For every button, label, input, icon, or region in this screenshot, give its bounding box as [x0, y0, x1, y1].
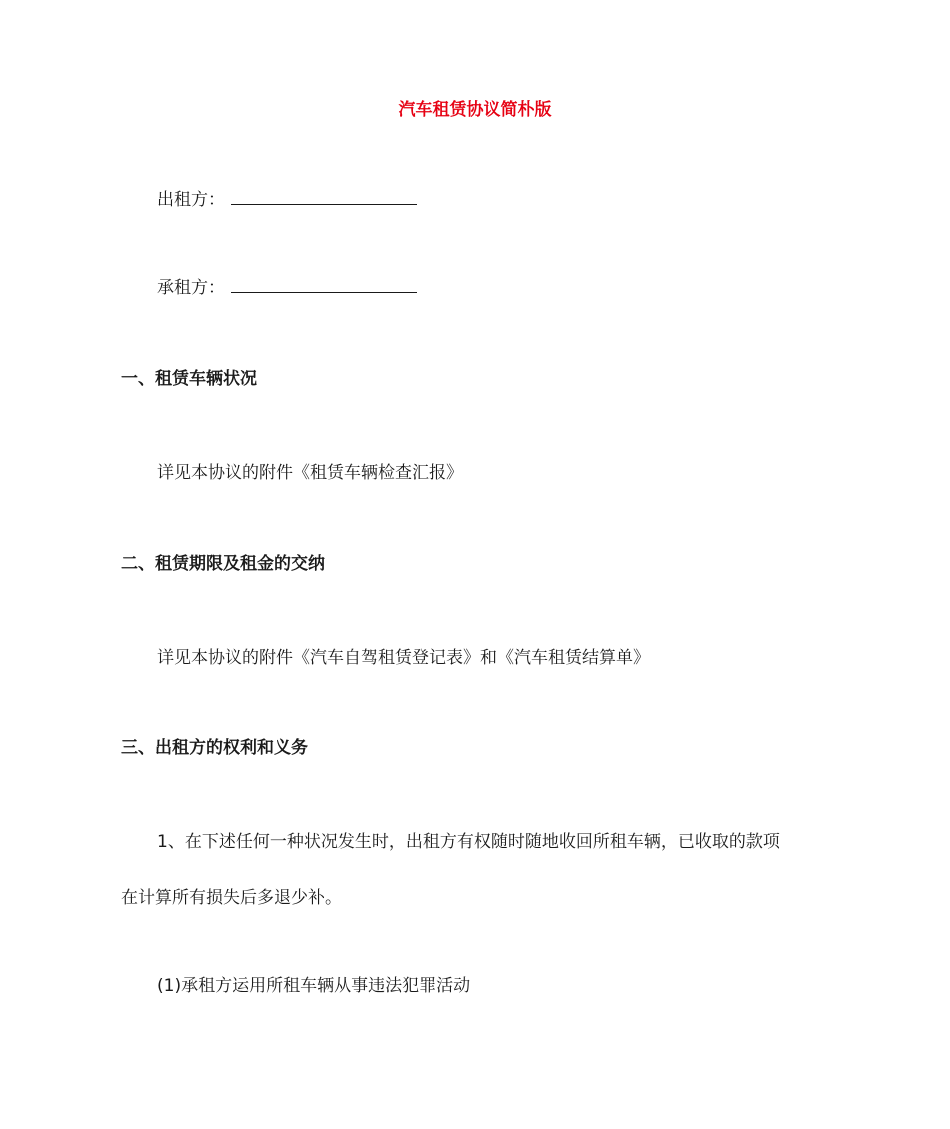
lessee-line: [157, 276, 417, 300]
lessor-label: 出租方：: [157, 190, 225, 210]
document-title: 汽车租赁协议简朴版: [398, 100, 552, 120]
lessee-blank: [231, 276, 417, 293]
section-3-heading: 三、出租方的权利和义务: [121, 738, 308, 758]
section-3-subitem-1: (1)承租方运用所租车辆从事违法犯罪活动: [157, 976, 471, 996]
lessor-blank: [231, 188, 417, 205]
lessee-label: 承租方：: [157, 278, 225, 298]
lessor-line: [157, 188, 417, 212]
section-2-heading: 二、租赁期限及租金的交纳: [121, 554, 325, 574]
section-1-heading: 一、租赁车辆状况: [121, 369, 257, 389]
section-1-body: 详见本协议的附件《租赁车辆检查汇报》: [157, 463, 463, 483]
section-3-item-1-line-2: 在计算所有损失后多退少补。: [121, 888, 342, 908]
section-2-body: 详见本协议的附件《汽车自驾租赁登记表》和《汽车租赁结算单》: [157, 648, 650, 668]
section-3-item-1-line-1: 1、在下述任何一种状况发生时，出租方有权随时随地收回所租车辆，已收取的款项: [157, 832, 780, 852]
